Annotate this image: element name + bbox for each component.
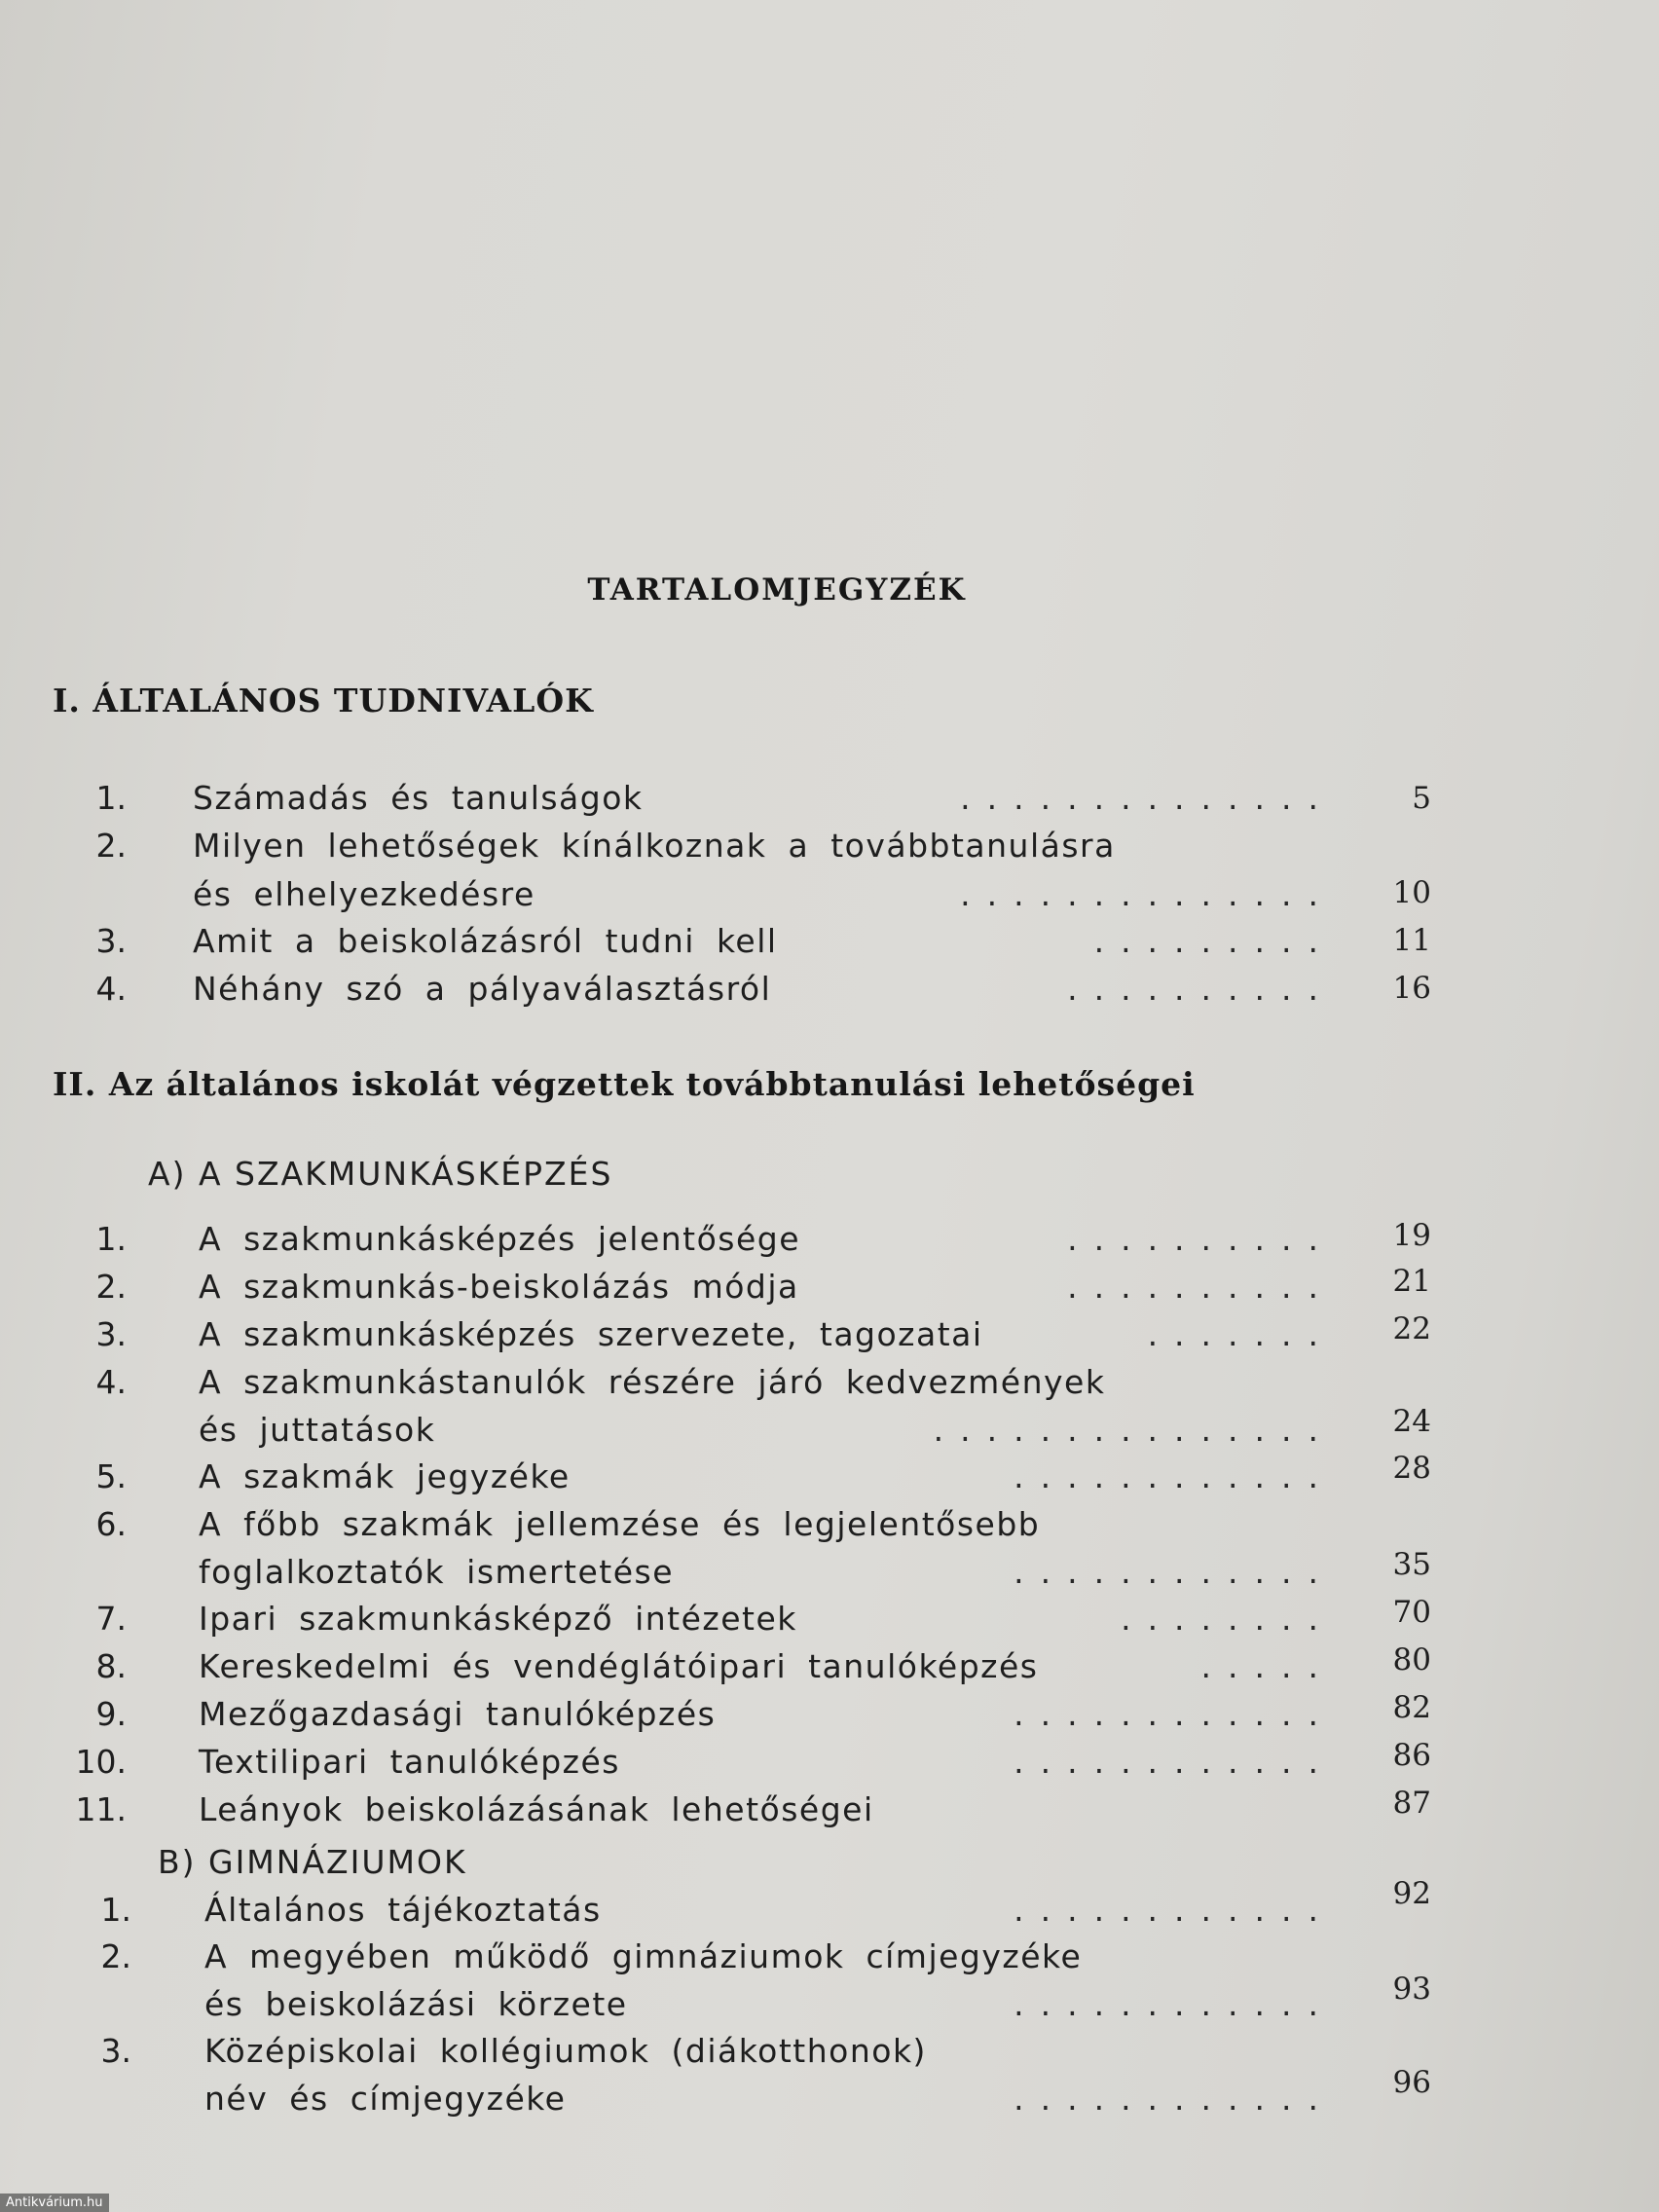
dot-leader: .......... (1067, 970, 1335, 1008)
dot-leader: ........ (1121, 1600, 1335, 1638)
entry-title-line: A főbb szakmák jellemzése és legjelentősebb (199, 1505, 1041, 1543)
entry-page-number: 22 (1392, 1311, 1431, 1346)
entry-title-line: A szakmunkásképzés jelentősége (199, 1220, 801, 1258)
entry-title-line: Textilipari tanulóképzés (199, 1743, 620, 1781)
entry-page-number: 80 (1392, 1642, 1431, 1677)
entry-title-line: Általános tájékoztatás (204, 1891, 602, 1929)
entry-number: 4. (95, 970, 127, 1008)
entry-page-number: 21 (1392, 1264, 1431, 1299)
entry-title-line: A megyében működő gimnáziumok címjegyzéke (204, 1937, 1083, 1975)
dot-leader: .......... (1067, 1220, 1335, 1258)
entry-title-line: A szakmák jegyzéke (199, 1457, 571, 1495)
dot-leader: .............. (960, 875, 1335, 913)
dot-leader: .......... (1067, 1268, 1335, 1306)
entry-title-line: és beiskolázási körzete (204, 1985, 628, 2023)
entry-title-line: Számadás és tanulságok (193, 779, 644, 817)
section-heading-1: I. ÁLTALÁNOS TUDNIVALÓK (53, 682, 594, 719)
entry-title-line: Mezőgazdasági tanulóképzés (199, 1695, 717, 1733)
entry-page-number: 28 (1392, 1451, 1431, 1486)
dot-leader: ............ (1014, 1891, 1335, 1929)
entry-number: 3. (95, 922, 127, 960)
dot-leader: ............ (1014, 1985, 1335, 2023)
dot-leader: ............ (1014, 1743, 1335, 1781)
dot-leader: ............ (1014, 1695, 1335, 1733)
entry-page-number: 10 (1392, 875, 1431, 910)
dot-leader: ............... (933, 1411, 1335, 1449)
entry-number: 4. (95, 1363, 127, 1401)
entry-page-number: 5 (1412, 781, 1431, 816)
entry-title-line: és juttatások (199, 1411, 436, 1449)
entry-number: 8. (95, 1647, 127, 1685)
section-heading-2: II. Az általános iskolát végzettek továbbtanulási lehetőségei (53, 1065, 1196, 1103)
entry-title-line: A szakmunkástanulók részére járó kedvezmények (199, 1363, 1106, 1401)
entry-title-line: A szakmunkás-beiskolázás módja (199, 1268, 799, 1306)
entry-page-number: 93 (1392, 1972, 1431, 2007)
entry-title-line: Amit a beiskolázásról tudni kell (193, 922, 778, 960)
entry-page-number: 86 (1392, 1738, 1431, 1773)
entry-page-number: 35 (1392, 1547, 1431, 1582)
dot-leader: .............. (960, 779, 1335, 817)
entry-number: 1. (100, 1891, 131, 1929)
entry-page-number: 16 (1392, 971, 1431, 1006)
dot-leader: ............ (1014, 2080, 1335, 2118)
entry-page-number: 96 (1392, 2065, 1431, 2100)
entry-title-line: Milyen lehetőségek kínálkoznak a továbbtanulásra (193, 827, 1116, 865)
entry-number: 2. (95, 827, 127, 865)
dot-leader: ..... (1200, 1647, 1335, 1685)
subsection-heading-a: A) A SZAKMUNKÁSKÉPZÉS (148, 1155, 613, 1193)
entry-number: 3. (100, 2032, 131, 2070)
entry-page-number: 87 (1392, 1786, 1431, 1821)
entry-title-line: Középiskolai kollégiumok (diákotthonok) (204, 2032, 927, 2070)
entry-number: 1. (95, 1220, 127, 1258)
entry-number: 10. (75, 1743, 127, 1781)
entry-title-line: Ipari szakmunkásképző intézetek (199, 1600, 797, 1638)
entry-title-line: Leányok beiskolázásának lehetőségei (199, 1790, 874, 1828)
entry-number: 11. (75, 1790, 127, 1828)
entry-number: 2. (95, 1268, 127, 1306)
entry-page-number: 19 (1392, 1218, 1431, 1253)
entry-title-line: név és címjegyzéke (204, 2080, 567, 2118)
entry-title-line: Kereskedelmi és vendéglátóipari tanulóképzés (199, 1647, 1039, 1685)
entry-title-line: A szakmunkásképzés szervezete, tagozatai (199, 1315, 983, 1353)
watermark: Antikvárium.hu (0, 2194, 109, 2212)
entry-page-number: 92 (1392, 1876, 1431, 1911)
entry-number: 5. (95, 1457, 127, 1495)
entry-page-number: 82 (1392, 1690, 1431, 1725)
dot-leader: ......... (1093, 922, 1335, 960)
dot-leader: ............ (1014, 1553, 1335, 1591)
entry-number: 9. (95, 1695, 127, 1733)
entry-number: 2. (100, 1937, 131, 1975)
entry-page-number: 11 (1392, 923, 1431, 958)
entry-number: 7. (95, 1600, 127, 1638)
entry-number: 3. (95, 1315, 127, 1353)
entry-title-line: Néhány szó a pályaválasztásról (193, 970, 772, 1008)
entry-page-number: 70 (1392, 1595, 1431, 1630)
entry-number: 6. (95, 1505, 127, 1543)
page-title: TARTALOMJEGYZÉK (587, 572, 967, 608)
dot-leader: ............ (1014, 1457, 1335, 1495)
entry-title-line: és elhelyezkedésre (193, 875, 535, 913)
dot-leader: ....... (1147, 1315, 1335, 1353)
entry-title-line: foglalkoztatók ismertetése (199, 1553, 675, 1591)
entry-page-number: 24 (1392, 1404, 1431, 1439)
entry-number: 1. (95, 779, 127, 817)
subsection-heading-b: B) GIMNÁZIUMOK (158, 1843, 467, 1881)
